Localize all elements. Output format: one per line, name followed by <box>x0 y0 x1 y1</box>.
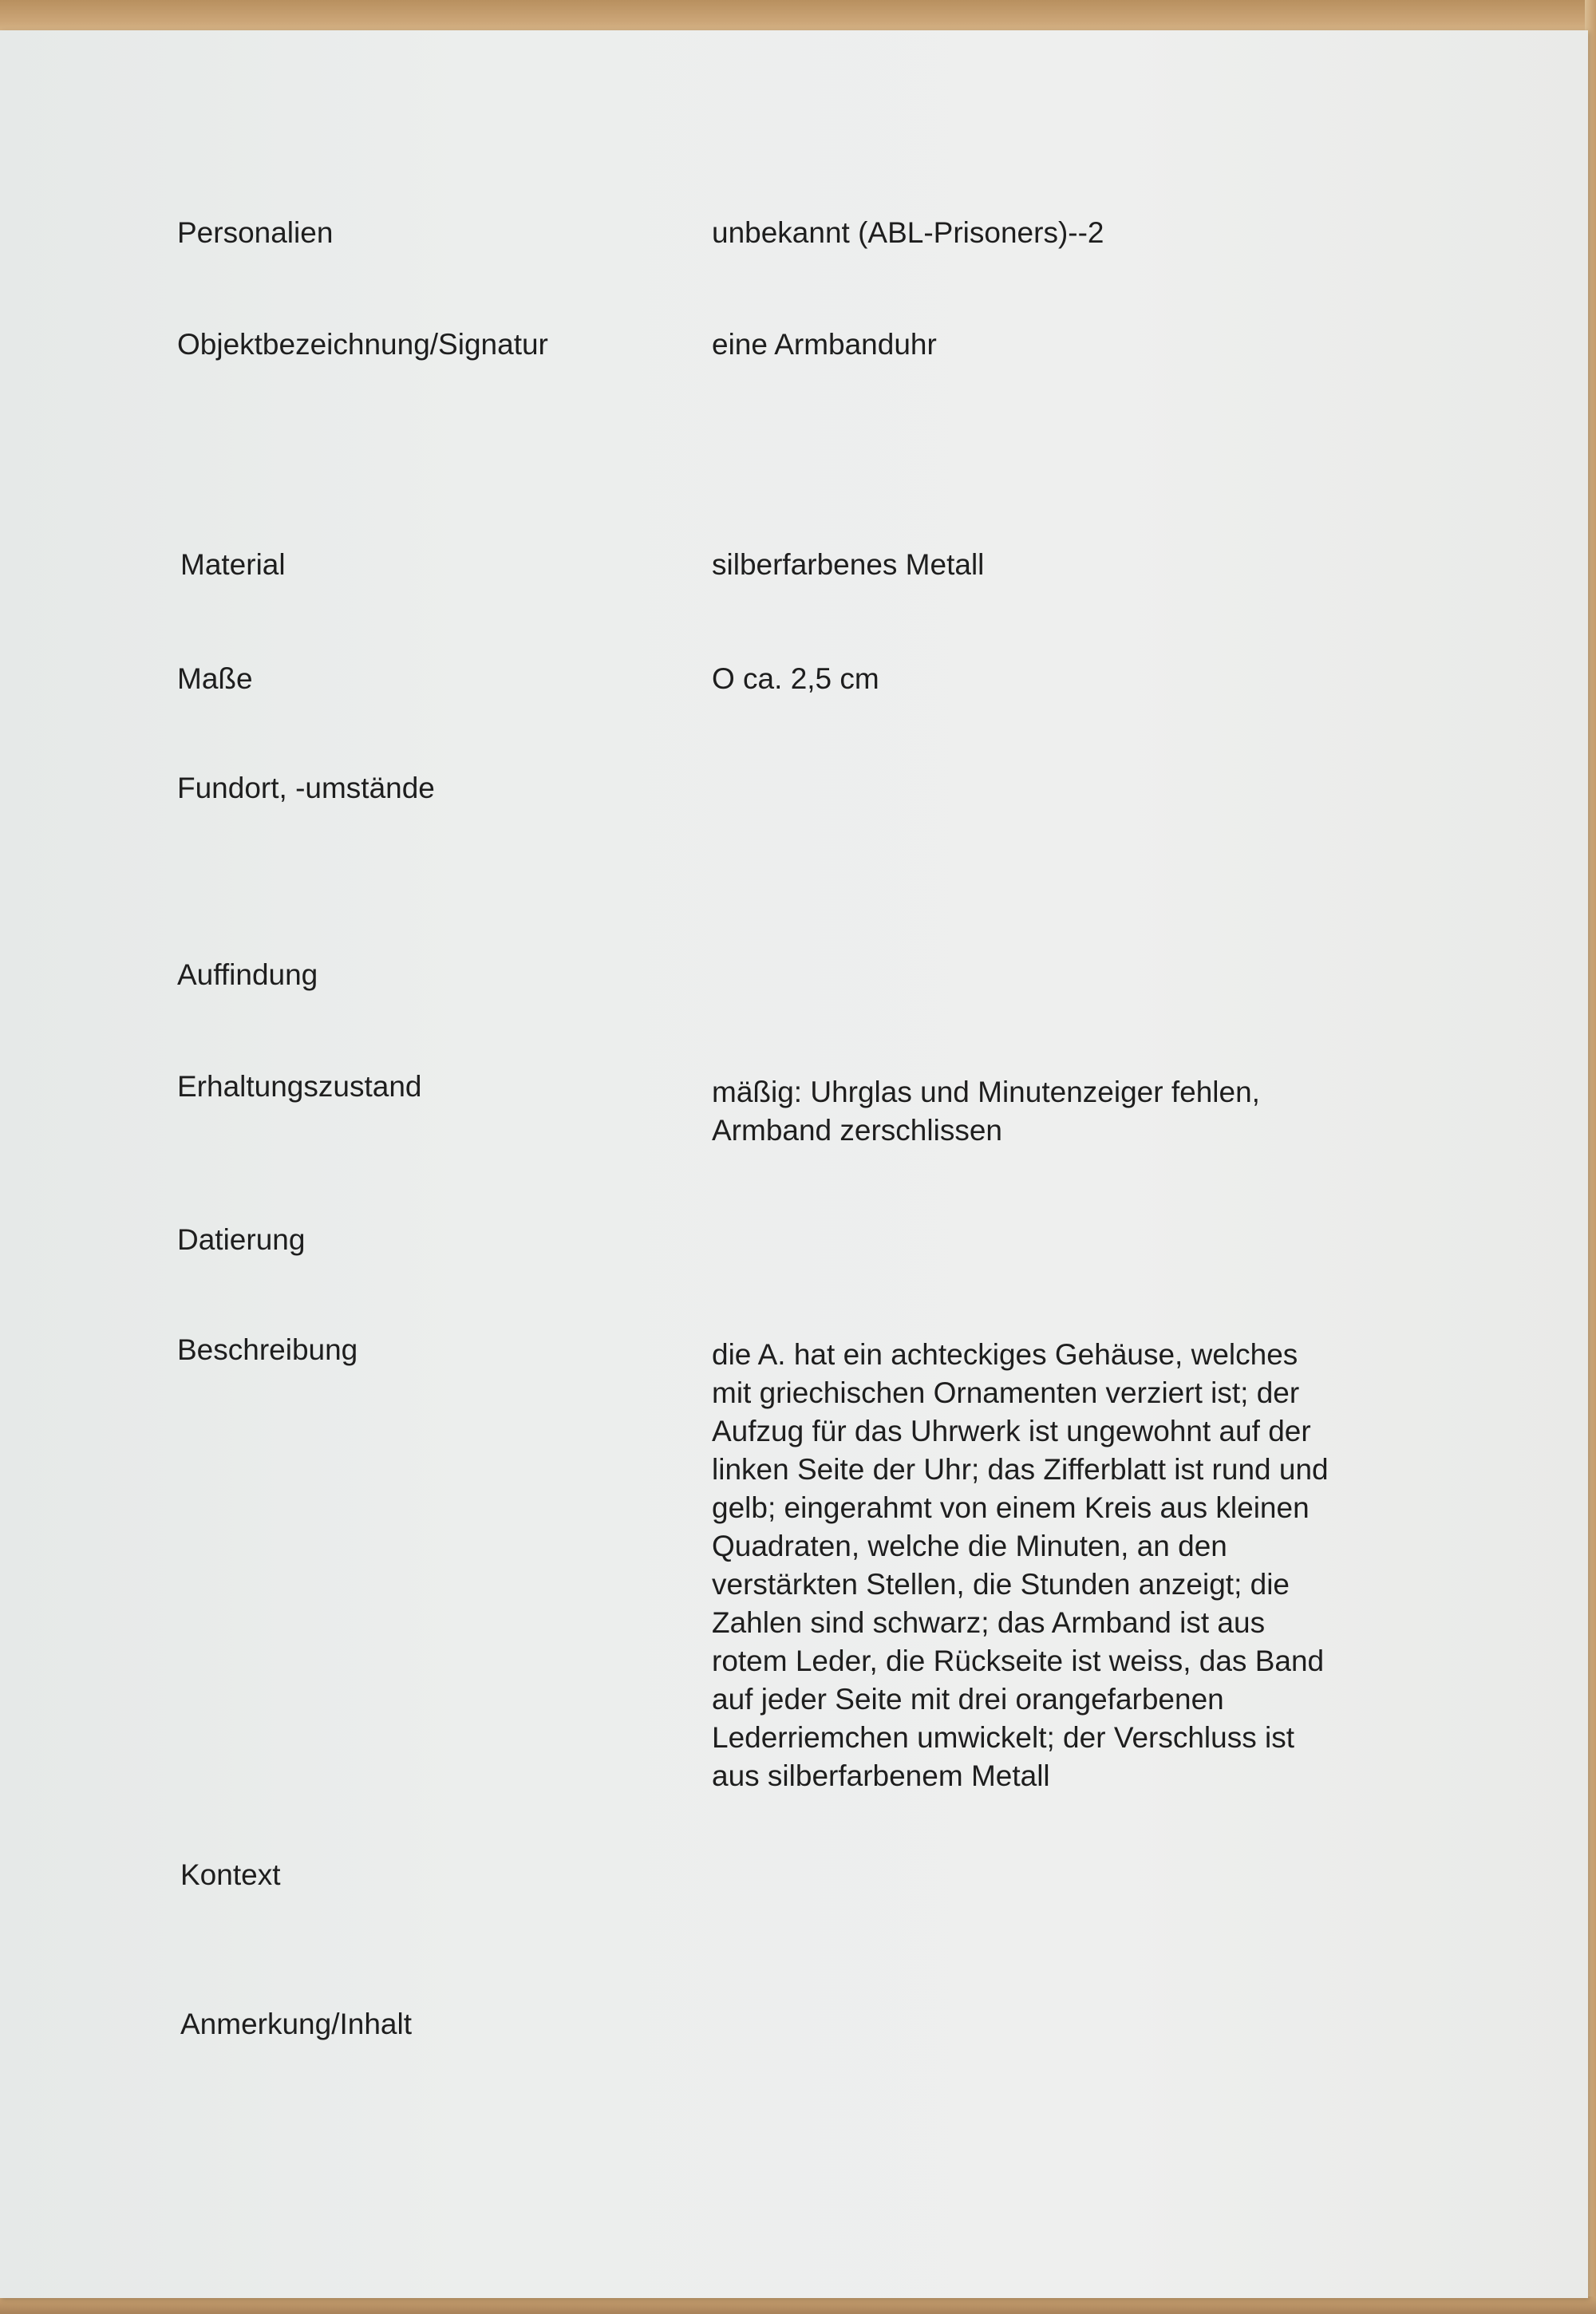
label-auffindung: Auffindung <box>177 958 318 991</box>
document-sheet <box>0 30 1588 2298</box>
value-beschreibung: die A. hat ein achteckiges Gehäuse, welches mit griechischen Ornamenten verziert ist; der Aufzug für das Uhrwerk ist ungewohnt auf der linken Seite der Uhr; das Zifferblatt ist rund und gelb; eingerahmt von einem Kreis aus kleinen Quadraten, welche die Minuten, an den verstärkten Stellen, die Stunden anzeigt; die Zahlen sind schwarz; das Armband ist aus rotem Leder, die Rückseite ist weiss, das Band auf jeder Seite mit drei orangefarbenen Lederriemchen umwickelt; der Verschluss ist aus silberfarbenem Metall <box>712 1338 1329 1792</box>
label-anmerkung: Anmerkung/Inhalt <box>180 2008 413 2040</box>
value-masse: O ca. 2,5 cm <box>712 662 879 695</box>
label-personalien: Personalien <box>177 216 334 249</box>
value-material: silberfarbenes Metall <box>712 548 985 581</box>
value-objektbezeichnung: eine Armbanduhr <box>712 328 937 361</box>
label-material: Material <box>180 548 286 581</box>
label-erhaltungszustand: Erhaltungszustand <box>177 1070 422 1103</box>
label-kontext: Kontext <box>180 1858 281 1891</box>
label-masse: Maße <box>177 662 253 695</box>
label-fundort: Fundort, -umstände <box>177 772 435 804</box>
value-erhaltungszustand: mäßig: Uhrglas und Minutenzeiger fehlen, Armband zerschlissen <box>712 1076 1260 1147</box>
value-personalien: unbekannt (ABL-Prisoners)--2 <box>712 216 1104 249</box>
label-objektbezeichnung: Objektbezeichnung/Signatur <box>177 328 548 361</box>
label-beschreibung: Beschreibung <box>177 1333 358 1366</box>
label-datierung: Datierung <box>177 1223 306 1256</box>
wooden-surface-bottom <box>0 2296 1596 2314</box>
